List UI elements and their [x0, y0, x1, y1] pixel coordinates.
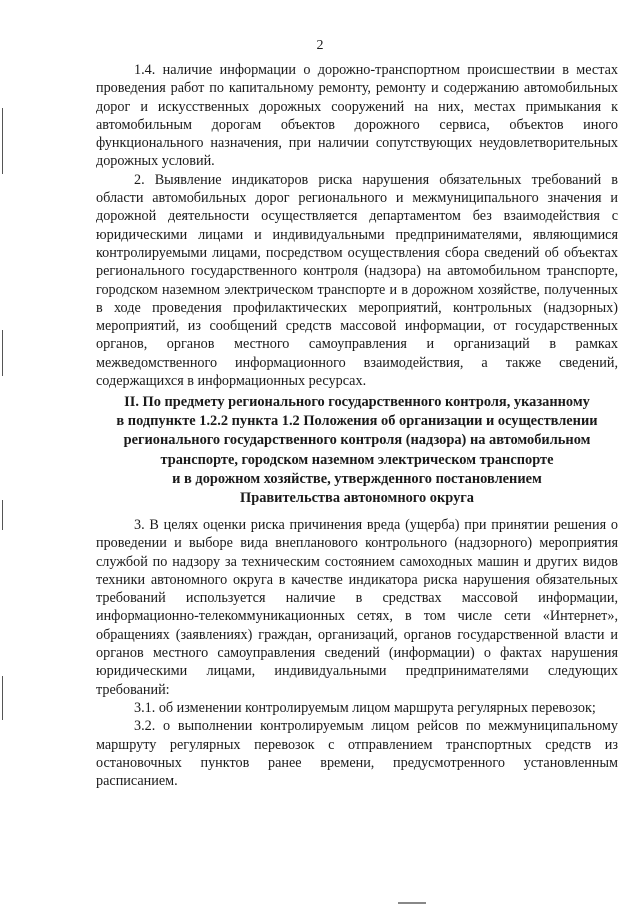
heading-line-2: в подпункте 1.2.2 пункта 1.2 Положения об организации и осуществлении	[116, 413, 598, 430]
paragraph-3: 3. В целях оценки риска причинения вреда (ущерба) при принятии решения о проведении и выборе вида внепланового контрольного (надзорного) мероприятия службой по надзору за техническим состоянием самоходных машин и других видов техники автономного округа в качестве индикатора риска нарушения обязательных требований используется наличие в средствах массовой информации, информационно-телекоммуникационных сетях, в том числе сети «Интернет», обращениях (заявлениях) граждан, организаций, органов государственной власти и органов местного самоуправления сведений (информации) о фактах нарушения юридическими лицами, индивидуальными предпринимателями следующих требований:	[96, 517, 618, 698]
page-number: 2	[316, 38, 324, 53]
paragraph-2: 2. Выявление индикаторов риска нарушения обязательных требований в области автомобильных дорог регионального и межмуниципального значения и дорожной деятельности осуществляется департаментом без взаимодействия с юридическими лицами и индивидуальными предпринимателями, являющимися контролируемыми лицами, посредством осуществления сбора сведений об объектах регионального государственного контроля (надзора) на автомобильном транспорте, городском наземном электрическом транспорте и в дорожном хозяйстве, полученных в ходе проведения профилактических мероприятий, контрольных (надзорных) мероприятий, из сообщений средств массовой информации, от государственных органов, органов местного самоуправления и организаций в рамках межведомственного информационного взаимодействия, а также сведений, содержащихся в информационных ресурсах.	[96, 171, 618, 390]
intro-section	[96, 61, 618, 390]
heading-line-5: и в дорожном хозяйстве, утвержденного постановлением	[172, 470, 542, 487]
paragraph-3-1: 3.1. об изменении контролируемым лицом маршрута регулярных перевозок;	[134, 699, 596, 716]
scan-artifact	[398, 902, 426, 904]
scan-margin-mark	[2, 108, 3, 174]
scan-margin-mark	[2, 500, 3, 530]
heading-line-6: Правительства автономного округа	[240, 490, 474, 507]
scan-margin-mark	[2, 330, 3, 376]
section-2-body	[96, 516, 618, 790]
heading-line-3: регионального государственного контроля (надзора) на автомобильном	[123, 432, 591, 449]
paragraph-3-2: 3.2. о выполнении контролируемым лицом рейсов по межмуниципальному маршруту регулярных перевозок с отправлением транспортных средств из остановочных пунктов ранее времени, предусмотренного установленным расписанием.	[96, 718, 618, 790]
heading-line-4: транспорте, городском наземном электрическом транспорте	[160, 451, 554, 468]
paragraph-1-4: 1.4. наличие информации о дорожно-транспортном происшествии в местах проведения работ по капитальному ремонту, ремонту и содержанию автомобильных дорог и искусственных дорожных сооружений на них, местах примыкания к автомобильным дорогам объектов дорожного сервиса, объектов иного функционального назначения, при наличии сопутствующих неудовлетворительных дорожных условий.	[96, 62, 618, 170]
heading-line-1: II. По предмету регионального государственного контроля, указанному	[124, 394, 590, 410]
scan-margin-mark	[2, 676, 3, 720]
section-heading	[96, 393, 618, 508]
